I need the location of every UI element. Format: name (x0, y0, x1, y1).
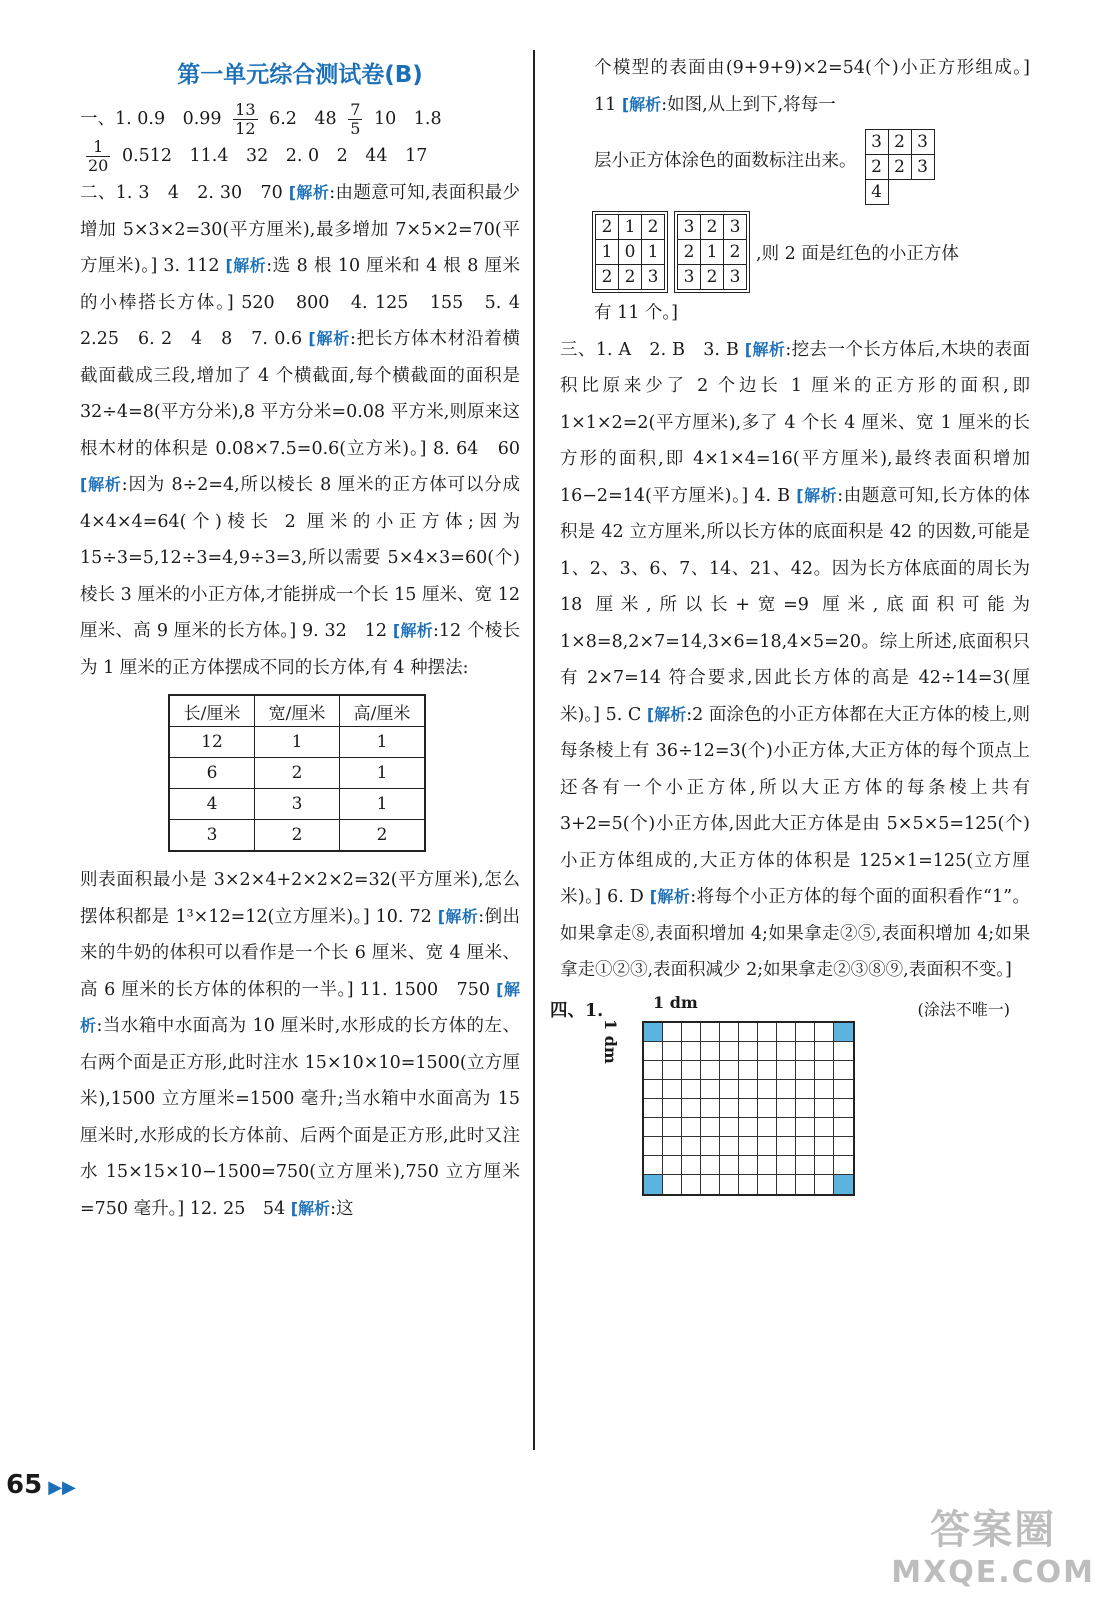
s1-answers-a: 一、1. 0.9 0.99 (80, 109, 222, 129)
grid-cell (644, 1118, 663, 1137)
grid-cell (739, 1118, 758, 1137)
dm-label-left: 1 dm (601, 1018, 620, 1064)
fraction-13-12: $\frac{13}{12}$ (235, 100, 256, 138)
grid-cell (663, 1156, 682, 1175)
grid-cell (739, 1042, 758, 1061)
grid-cell (701, 1023, 720, 1042)
layer-top-row: 层小正方体涂色的面数标注出来。 3 2 3 2 2 3 4 (560, 129, 1030, 205)
grid-cell (815, 1099, 834, 1118)
table-header: 长/厘米 (169, 695, 255, 727)
grid-cell (758, 1099, 777, 1118)
grid-cell (663, 1061, 682, 1080)
table-row: 6 2 1 (169, 758, 425, 789)
grid-cell (777, 1137, 796, 1156)
grid-cell (815, 1175, 834, 1194)
analysis-label: [解析 (437, 906, 479, 926)
grid-cell (758, 1175, 777, 1194)
grid-cell (777, 1118, 796, 1137)
analysis-label: [解析 (288, 183, 330, 202)
grid-cell (758, 1042, 777, 1061)
analysis-label: [解析 (290, 1198, 331, 1218)
grid-cell (815, 1156, 834, 1175)
grid-cell (815, 1118, 834, 1137)
grid-cell (796, 1080, 815, 1099)
grid-cell (682, 1118, 701, 1137)
s1-answers-b: 6.2 48 (269, 109, 337, 129)
grid-cell (720, 1175, 739, 1194)
grid-cell (682, 1175, 701, 1194)
grid-cell (720, 1137, 739, 1156)
grid-cell (644, 1156, 663, 1175)
layer-grid-middle-frame (592, 211, 668, 293)
grid-cell (834, 1175, 853, 1194)
grid-cell (701, 1156, 720, 1175)
grid-cell (834, 1118, 853, 1137)
grid-cell (815, 1137, 834, 1156)
grid-cell (815, 1023, 834, 1042)
section4 (550, 989, 1030, 1189)
grid-cell (796, 1118, 815, 1137)
analysis-label: [解析 (796, 485, 838, 505)
grid-cell (682, 1137, 701, 1156)
grid-cell (701, 1080, 720, 1099)
grid-cell (815, 1080, 834, 1099)
watermark-logo: 答案圈 MXQE.COM (891, 1507, 1095, 1590)
page-title: 第一单元综合测试卷(B) (177, 62, 423, 88)
grid-cell (720, 1061, 739, 1080)
page-number: 65 ▶▶ (6, 1470, 76, 1500)
grid-cell (644, 1023, 663, 1042)
grid-cell (663, 1175, 682, 1194)
grid-cell (644, 1175, 663, 1194)
grid-cell (777, 1061, 796, 1080)
right-intro: 个模型的表面由(9+9+9)×2=54(个)小正方形组成。] 11 [解析:如图,从上到下,将每一 (594, 58, 1030, 115)
grid-cell (834, 1061, 853, 1080)
grid-cell (701, 1175, 720, 1194)
analysis-label: [解析 (392, 621, 433, 640)
table-row: 3 2 2 (169, 820, 425, 852)
grid-cell (834, 1023, 853, 1042)
grid-cell (720, 1042, 739, 1061)
grid-cell (739, 1061, 758, 1080)
right-conclusion: 有 11 个。] (594, 303, 678, 323)
section4-note: (涂法不唯一) (917, 999, 1010, 1019)
arrangement-table (168, 694, 426, 852)
grid-cell (644, 1061, 663, 1080)
grid-cell (796, 1099, 815, 1118)
grid-cell (739, 1080, 758, 1099)
column-divider (533, 50, 535, 1450)
grid-cell (834, 1042, 853, 1061)
fraction-7-5: $\frac{7}{5}$ (350, 100, 361, 138)
grid-cell (644, 1137, 663, 1156)
right-column (550, 50, 1030, 1189)
grid-cell (720, 1099, 739, 1118)
grid-cell (777, 1156, 796, 1175)
analysis-label: [解析 (225, 256, 267, 275)
grid-cell (758, 1023, 777, 1042)
analysis-label: [解析 (80, 475, 122, 494)
grid-cell (682, 1042, 701, 1061)
grid-cell (720, 1023, 739, 1042)
analysis-label: [解析 (744, 339, 786, 359)
grid-cell (758, 1061, 777, 1080)
grid-cell (701, 1118, 720, 1137)
next-arrows-icon: ▶▶ (48, 1477, 76, 1498)
grid-cell (701, 1099, 720, 1118)
grid-cell (682, 1023, 701, 1042)
grid-cell (720, 1156, 739, 1175)
grid-cell (796, 1175, 815, 1194)
analysis-label: [解析 (646, 704, 687, 724)
grid-cell (663, 1118, 682, 1137)
grid-cell (663, 1137, 682, 1156)
table-header-row (169, 695, 425, 727)
section2-text: 二、1. 3 4 2. 30 70 [解析:由题意可知,表面积最少增加 5×3×2=30(平方厘米),最多增加 7×5×2=70(平方厘米)。] 3. 112 [解析:选 8 根 10 厘米和 4 根 8 厘米的小棒搭长方体。] 520 800 4. 125 155 5. 4 2.25 6. 2 4 8 7. 0.6 [解析:把长方体木材沿着横截面截成三段,增加了 4 个横截面,每个横截面的面积是 32÷4=8(平方分米),8 平方分米=0.08 平方米,则原来这根木材的体积是 0.08×7.5=0.6(立方米)。] 8. 64 60 [解析:因为 8÷2=4,所以棱长 8 厘米的正方体可以分成 4×4×4=64(个)棱长 2 厘米的小正方体;因为 15÷3=5,12÷3=4,9÷3=3,所以需要 5×4×3=60(个)棱长 3 厘米的小正方体,才能拼成一个长 15 厘米、宽 12 厘米、高 9 厘米的长方体。] 9. 32 12 [解析:12 个棱长为 1 厘米的正方体摆成不同的长方体,有 4 种摆法: (80, 183, 538, 678)
layer-grid-middle: 2 1 2 1 0 1 2 2 3 (595, 214, 665, 290)
grid-cell (796, 1023, 815, 1042)
table-header: 宽/厘米 (255, 695, 340, 727)
analysis-label: [解析 (649, 887, 691, 906)
grid-cell (796, 1156, 815, 1175)
grid-cell (777, 1023, 796, 1042)
grid-cell (644, 1080, 663, 1099)
grid-cell (834, 1137, 853, 1156)
grid-cell (682, 1156, 701, 1175)
analysis-label: [解析 (80, 979, 520, 1035)
grid-cell (739, 1099, 758, 1118)
grid-cell (644, 1042, 663, 1061)
analysis-label: [解析 (621, 94, 662, 114)
grid-cell (796, 1042, 815, 1061)
dm-label-top: 1 dm (653, 992, 698, 1012)
grid-cell (758, 1080, 777, 1099)
grid-cell (815, 1042, 834, 1061)
table-row: 4 3 1 (169, 789, 425, 820)
grid-cell (758, 1156, 777, 1175)
analysis-label: [解析 (308, 329, 350, 348)
grid-cell (796, 1061, 815, 1080)
grid-cell (739, 1137, 758, 1156)
grid-cell (815, 1061, 834, 1080)
table-row: 12 1 1 (169, 727, 425, 758)
grid-cell (739, 1023, 758, 1042)
section4-label: 四、1. (550, 1000, 604, 1021)
grid-cell (739, 1175, 758, 1194)
s1-answers-d: 0.512 11.4 32 2. 0 2 44 17 (121, 146, 428, 166)
grid-cell (663, 1080, 682, 1099)
square-grid-diagram (642, 1021, 855, 1196)
table-header: 高/厘米 (340, 695, 426, 727)
grid-cell (682, 1099, 701, 1118)
left-column (80, 50, 538, 1227)
section2-text-cont: 则表面积最小是 3×2×4+2×2×2=32(平方厘米),怎么摆体积都是 1³×12=12(立方厘米)。] 10. 72 [解析:倒出来的牛奶的体积可以看作是一个长 6 厘米、宽 4 厘米、高 6 厘米的长方体的体积的一半。] 11. 1500 750 [解析:当水箱中水面高为 10 厘米时,水形成的长方体的左、右两个面是正方形,此时注水 15×10×10=1500(立方厘米),1500 立方厘米=1500 毫升;当水箱中水面高为 15 厘米时,水形成的长方体前、后两个面是正方形,此时又注水 15×15×10−1500=750(立方厘米),750 立方厘米=750 毫升。] 12. 25 54 [解析:这 (80, 870, 520, 1219)
layer-grid-bottom: 3 2 3 2 1 2 3 2 3 (677, 214, 747, 290)
section1-line2 (80, 138, 520, 175)
grid-cell (777, 1099, 796, 1118)
grid-cell (701, 1042, 720, 1061)
s1-answers-c: 10 1.8 (374, 109, 442, 129)
grid-cell (796, 1137, 815, 1156)
grid-cell (663, 1023, 682, 1042)
grid-cell (777, 1175, 796, 1194)
grid-cell (701, 1137, 720, 1156)
section1-line1 (80, 101, 520, 138)
grid-cell (834, 1099, 853, 1118)
layer-grid-bottom-frame (674, 211, 750, 293)
fraction-1-20: $\frac{1}{20}$ (88, 137, 109, 175)
grid-cell (777, 1080, 796, 1099)
grid-cell (777, 1042, 796, 1061)
grid-cell (663, 1099, 682, 1118)
grid-cell (682, 1080, 701, 1099)
grid-cell (720, 1080, 739, 1099)
layer-grid-top: 3 2 3 2 2 3 4 (865, 129, 935, 205)
layer-grids-row: 2 1 2 1 0 1 2 2 3 3 2 3 2 1 2 3 2 3 ,则 2 面是红色的小正方体 (592, 211, 1030, 293)
grid-cell (682, 1061, 701, 1080)
grid-cell (701, 1061, 720, 1080)
grid-cell (758, 1118, 777, 1137)
grid-cell (720, 1118, 739, 1137)
grid-cell (758, 1137, 777, 1156)
grid-cell (739, 1156, 758, 1175)
grid-cell (663, 1042, 682, 1061)
grid-cell (644, 1099, 663, 1118)
section3-text: 三、1. A 2. B 3. B [解析:挖去一个长方体后,木块的表面积比原来少了 2 个边长 1 厘米的正方形的面积,即 1×1×2=2(平方厘米),多了 4 个长 4 厘米、宽 1 厘米的长方形的面积,即 4×1×4=16(平方厘米),最终表面积增加 16−2=14(平方厘米)。] 4. B [解析:由题意可知,长方体的体积是 42 立方厘米,所以长方体的底面积是 42 的因数,可能是 1、2、3、6、7、14、21、42。因为长方体底面的周长为 18 厘米,所以长+宽=9 厘米,底面积可能为 1×8=8,2×7=14,3×6=18,4×5=20。综上所述,底面积只有 2×7=14 符合要求,因此长方体的高是 42÷14=3(厘米)。] 5. C [解析:2 面涂色的小正方体都在大正方体的棱上,则每条棱上有 36÷12=3(个)小正方体,大正方体的每个顶点上还各有一个小正方体,所以大正方体的每条棱上共有 3+2=5(个)小正方体,因此大正方体是由 5×5×5=125(个)小正方体组成的,大正方体的体积是 125×1=125(立方厘米)。] 6. D [解析:将每个小正方体的每个面的面积看作“1”。如果拿走⑧,表面积增加 4;如果拿走②⑤,表面积增加 4;如果拿走①②③,表面积减少 2;如果拿走②③⑧⑨,表面积不变。] (560, 339, 1030, 980)
grid-cell (834, 1080, 853, 1099)
grid-cell (834, 1156, 853, 1175)
